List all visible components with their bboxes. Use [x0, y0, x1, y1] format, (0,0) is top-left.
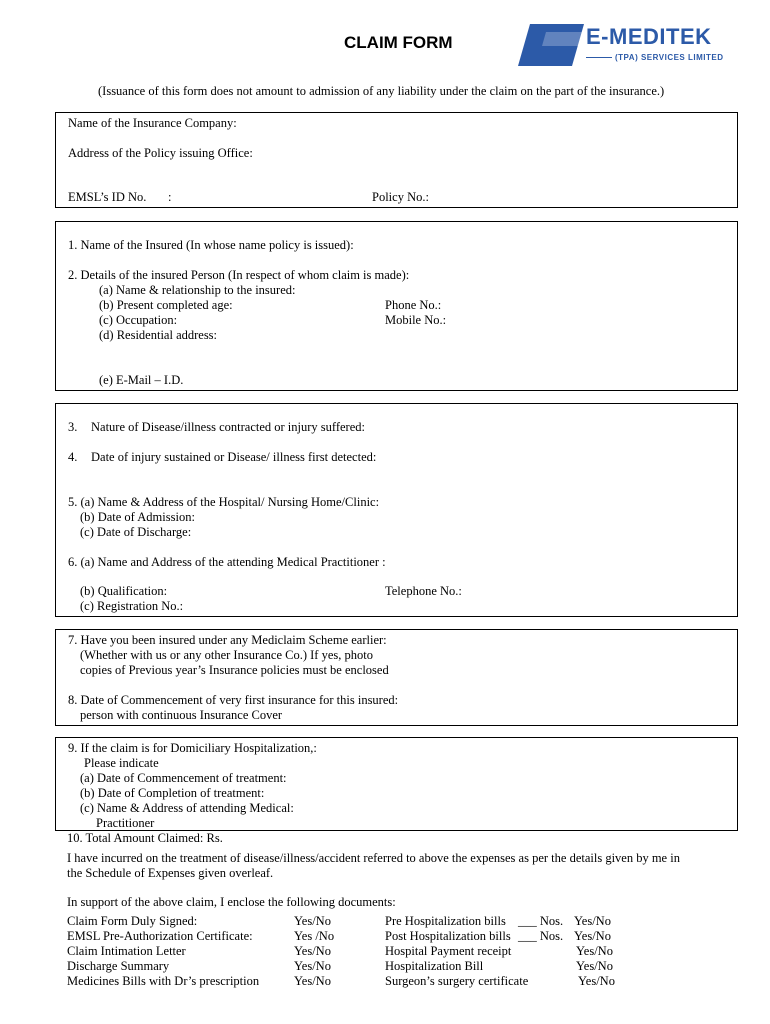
doc-item-name: Hospital Payment receipt	[385, 944, 512, 958]
doc-item-count: ___ Nos.	[518, 914, 564, 928]
policy-no-label: Policy No.:	[372, 190, 429, 204]
doc-item-name: Post Hospitalization bills	[385, 929, 511, 943]
q2b-age: (b) Present completed age:	[99, 298, 233, 312]
doc-item-value: Yes/No	[574, 929, 611, 943]
disclaimer: (Issuance of this form does not amount to admission of any liability under the claim on the part of the insurance.)	[98, 84, 665, 98]
q4-date-of-injury: Date of injury sustained or Disease/ illness first detected:	[91, 450, 377, 464]
q2c-occupation: (c) Occupation:	[99, 313, 178, 327]
q5b-admission-date: (b) Date of Admission:	[80, 510, 195, 524]
q2e-email: (e) E-Mail – I.D.	[99, 373, 184, 387]
q2-insured-person: 2. Details of the insured Person (In respect of whom claim is made):	[68, 268, 410, 282]
mobile-label: Mobile No.:	[385, 313, 447, 327]
doc-item-name: Surgeon’s surgery certificate	[385, 974, 529, 988]
q1-insured-name: 1. Name of the Insured (In whose name policy is issued):	[68, 238, 354, 252]
q6a-medical-practitioner: 6. (a) Name and Address of the attending Medical Practitioner :	[68, 555, 386, 569]
q2a-name-relationship: (a) Name & relationship to the insured:	[99, 283, 296, 297]
doc-item-value: Yes/No	[576, 959, 613, 973]
doc-item-name: Pre Hospitalization bills	[385, 914, 506, 928]
doc-item-value: Yes/No	[294, 914, 331, 928]
q2d-address: (d) Residential address:	[99, 328, 218, 342]
doc-item-name: Hospitalization Bill	[385, 959, 484, 973]
domiciliary-box	[55, 737, 738, 831]
doc-item-name: EMSL Pre-Authorization Certificate:	[67, 929, 253, 943]
emsl-id-label: EMSL’s ID No.	[68, 190, 147, 204]
q9b-completion: (b) Date of Completion of treatment:	[80, 786, 265, 800]
phone-label: Phone No.:	[385, 298, 442, 312]
declaration-line1: I have incurred on the treatment of disease/illness/accident referred to above the expenses as per the details given by me in	[67, 851, 680, 865]
q3-nature-of-disease: Nature of Disease/illness contracted or injury suffered:	[91, 420, 365, 434]
illness-hospital-box	[55, 403, 738, 617]
q9-line1: 9. If the claim is for Domiciliary Hospitalization,:	[68, 741, 317, 755]
doc-item-name: Medicines Bills with Dr’s prescription	[67, 974, 260, 988]
doc-item-value: Yes/No	[574, 914, 611, 928]
doc-item-name: Claim Form Duly Signed:	[67, 914, 198, 928]
q9c-practitioner: (c) Name & Address of attending Medical:	[80, 801, 294, 815]
doc-item-value: Yes/No	[294, 959, 331, 973]
q8-line2: person with continuous Insurance Cover	[80, 708, 283, 722]
q9a-commencement: (a) Date of Commencement of treatment:	[80, 771, 287, 785]
documents-intro: In support of the above claim, I enclose the following documents:	[67, 895, 396, 909]
q6b-qualification: (b) Qualification:	[80, 584, 168, 598]
emsl-id-colon: :	[168, 190, 172, 204]
doc-item-value: Yes/No	[294, 944, 331, 958]
declaration-line2: the Schedule of Expenses given overleaf.	[67, 866, 274, 880]
doc-item-name: Claim Intimation Letter	[67, 944, 186, 958]
doc-item-value: Yes /No	[294, 929, 335, 943]
logo-mark-icon	[516, 22, 586, 68]
doc-item-count: ___ Nos.	[518, 929, 564, 943]
previous-insurance-box	[55, 629, 738, 726]
q8-line1: 8. Date of Commencement of very first insurance for this insured:	[68, 693, 399, 707]
insured-details-box	[55, 221, 738, 391]
q4-number: 4.	[68, 450, 78, 464]
q7-line1: 7. Have you been insured under any Mediclaim Scheme earlier:	[68, 633, 387, 647]
form-title: CLAIM FORM	[344, 33, 453, 52]
q9-line2: Please indicate	[84, 756, 159, 770]
insurance-details-box	[55, 112, 738, 208]
q5c-discharge-date: (c) Date of Discharge:	[80, 525, 192, 539]
q7-line3: copies of Previous year’s Insurance policies must be enclosed	[80, 663, 389, 677]
telephone-label: Telephone No.:	[385, 584, 462, 598]
policy-office-address-label: Address of the Policy issuing Office:	[68, 146, 253, 160]
q7-line2: (Whether with us or any other Insurance Co.) If yes, photo	[80, 648, 373, 662]
q6c-registration: (c) Registration No.:	[80, 599, 184, 613]
company-logo	[516, 22, 736, 68]
q9c-practitioner-cont: Practitioner	[96, 816, 155, 830]
q10-total-amount: 10. Total Amount Claimed: Rs.	[67, 831, 223, 845]
insurance-company-label: Name of the Insurance Company:	[68, 116, 237, 130]
logo-line	[586, 57, 612, 58]
q5a-hospital: 5. (a) Name & Address of the Hospital/ Nursing Home/Clinic:	[68, 495, 380, 509]
doc-item-value: Yes/No	[294, 974, 331, 988]
q3-number: 3.	[68, 420, 78, 434]
logo-subtitle: (TPA) SERVICES LIMITED	[615, 53, 724, 62]
logo-name: E-MEDITEK	[586, 24, 712, 49]
doc-item-value: Yes/No	[576, 944, 613, 958]
doc-item-value: Yes/No	[578, 974, 615, 988]
doc-item-name: Discharge Summary	[67, 959, 170, 973]
